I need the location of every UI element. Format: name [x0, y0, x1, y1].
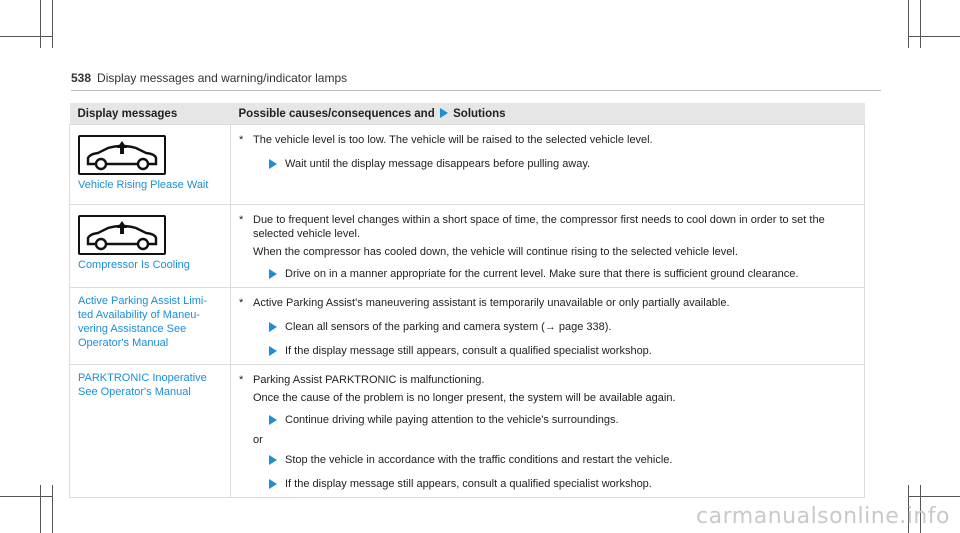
- cause-cell: [231, 288, 865, 365]
- table-row: [70, 288, 865, 365]
- crop-mark: [920, 0, 921, 48]
- solution-item: Drive on in a manner appropriate for the current level. Make sure that there is sufficient ground clearance.: [239, 267, 856, 281]
- crop-mark: [40, 485, 41, 533]
- page-number: 538: [71, 71, 92, 85]
- arrow-right-icon: [269, 479, 277, 489]
- cause-cell: [231, 205, 865, 288]
- column-header-causes: Possible causes/consequences and Solutions: [231, 103, 865, 125]
- display-messages-table: [69, 103, 865, 498]
- cause-paragraph: When the compressor has cooled down, the vehicle will continue rising to the selected vehicle level.: [253, 246, 738, 258]
- solution-item: Wait until the display message disappears before pulling away.: [239, 157, 856, 171]
- solution-item: Stop the vehicle in accordance with the traffic conditions and restart the vehicle.: [239, 453, 856, 467]
- table-row: [70, 365, 865, 498]
- message-cell: [70, 205, 231, 288]
- crop-mark: [908, 0, 909, 48]
- arrow-right-icon: [269, 415, 277, 425]
- table-header-row: [70, 103, 865, 125]
- arrow-right-icon: [269, 159, 277, 169]
- cause-item: * The vehicle level is too low. The vehicle will be raised to the selected vehicle level.: [239, 134, 653, 146]
- message-cell: [70, 365, 231, 498]
- crop-mark: [40, 0, 41, 48]
- message-text: Active Parking Assist Limi-ted Availability of Maneu-vering Assistance See Operator's Manual: [78, 295, 207, 349]
- message-text: Vehicle Rising Please Wait: [78, 179, 209, 191]
- arrow-right-icon: [269, 269, 277, 279]
- solution-item: If the display message still appears, consult a qualified specialist workshop.: [239, 344, 856, 358]
- message-cell: [70, 125, 231, 205]
- solution-item: Clean all sensors of the parking and camera system (→ page 338).: [239, 320, 856, 334]
- crop-mark: [52, 485, 53, 533]
- message-text: Compressor Is Cooling: [78, 259, 190, 271]
- cause-item: * Active Parking Assist's maneuvering assistant is temporarily unavailable or only partially available.: [239, 297, 730, 309]
- header-divider: [71, 90, 881, 91]
- page-title: Display messages and warning/indicator lamps: [97, 71, 348, 85]
- message-text: PARKTRONIC Inoperative See Operator's Manual: [78, 372, 207, 398]
- cause-cell: [231, 125, 865, 205]
- or-separator: or: [253, 434, 263, 446]
- crop-mark: [908, 496, 960, 497]
- page-header: [71, 71, 347, 85]
- crop-mark: [0, 496, 52, 497]
- cause-cell: [231, 365, 865, 498]
- crop-mark: [52, 0, 53, 48]
- cause-item: * Due to frequent level changes within a short space of time, the compressor first needs to cool down in order to set the selected vehicle level.: [239, 214, 825, 240]
- car-level-raising-icon: [78, 215, 166, 255]
- table-row: [70, 205, 865, 288]
- cause-item: * Parking Assist PARKTRONIC is malfunctioning.: [239, 374, 485, 386]
- message-cell: [70, 288, 231, 365]
- arrow-right-icon: [440, 108, 448, 118]
- arrow-right-icon: [269, 322, 277, 332]
- cause-paragraph: Once the cause of the problem is no longer present, the system will be available again.: [253, 392, 676, 404]
- crop-mark: [908, 36, 960, 37]
- table-row: [70, 125, 865, 205]
- column-header-messages: Display messages: [70, 103, 231, 125]
- car-level-raising-icon: [78, 135, 166, 175]
- watermark: carmanualsonline.info: [696, 504, 950, 529]
- crop-mark: [0, 36, 52, 37]
- solution-item: Continue driving while paying attention to the vehicle's surroundings.: [239, 413, 856, 427]
- arrow-right-icon: [269, 455, 277, 465]
- arrow-right-icon: [269, 346, 277, 356]
- solution-item: If the display message still appears, consult a qualified specialist workshop.: [239, 477, 856, 491]
